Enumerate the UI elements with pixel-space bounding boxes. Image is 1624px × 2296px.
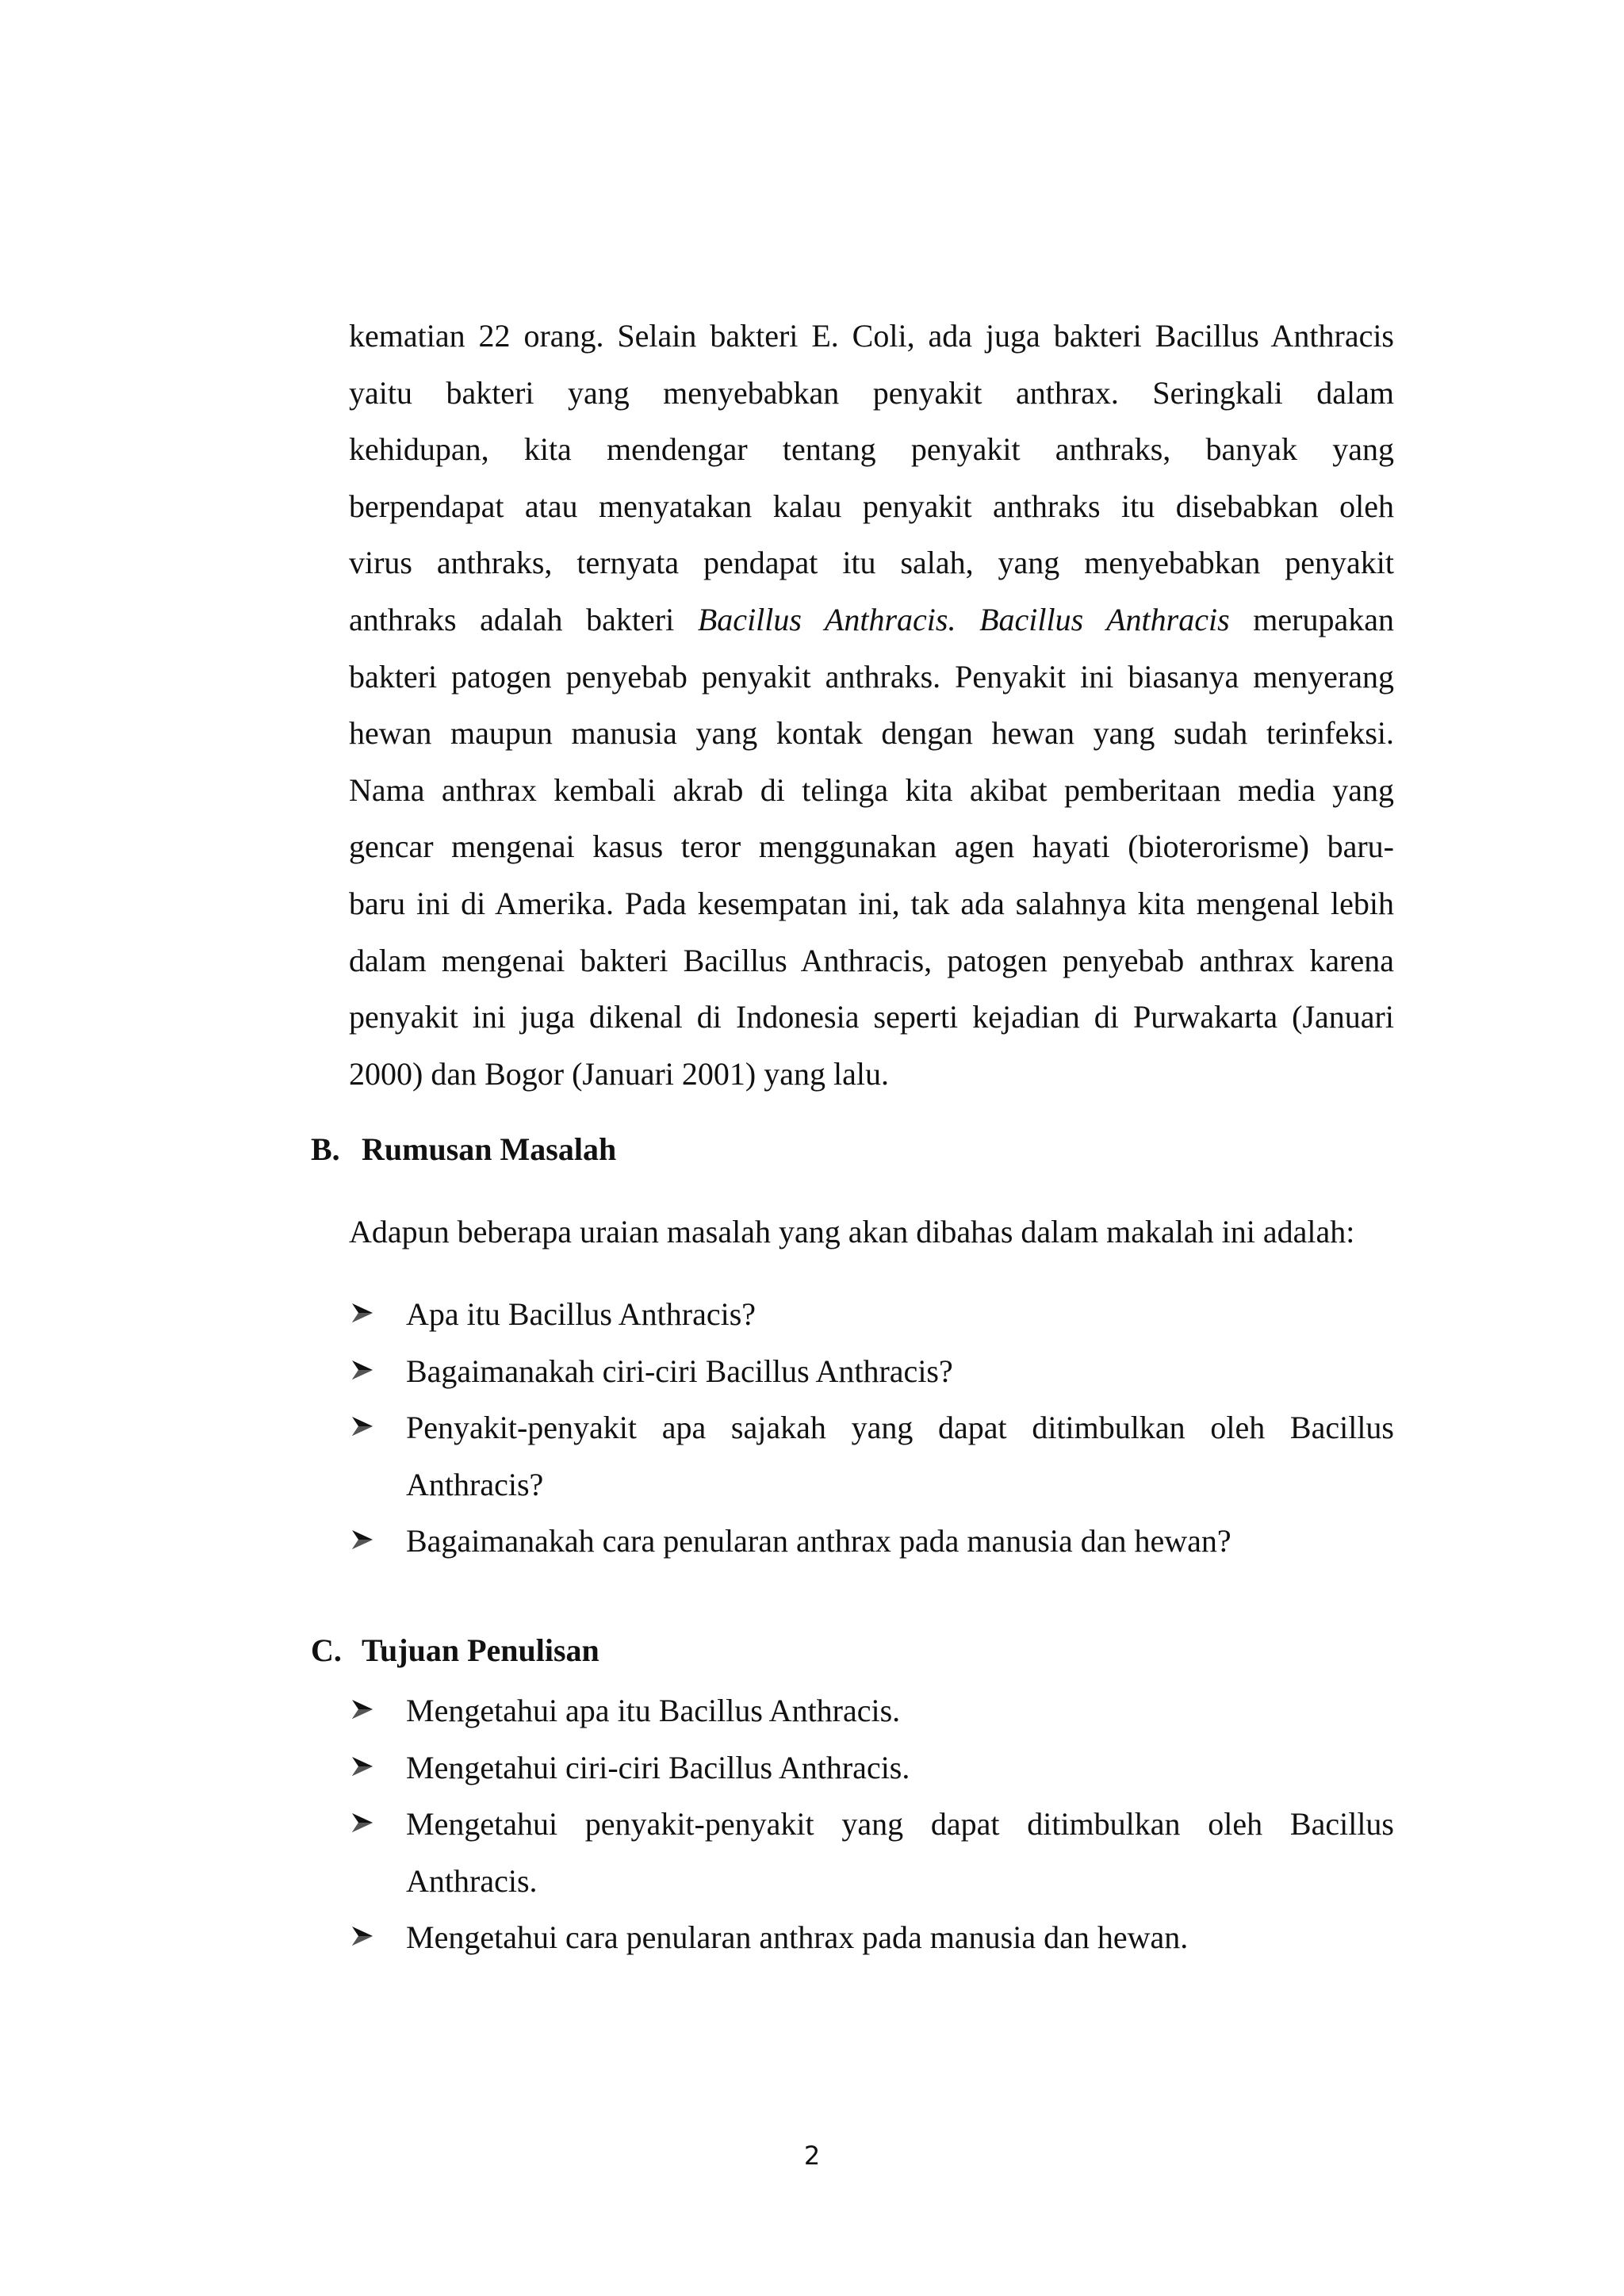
arrowhead-bullet-icon <box>349 1909 377 1966</box>
paragraph-line: hewan maupun manusia yang kontak dengan hewan yang sudah terinfeksi. <box>349 715 1394 752</box>
arrowhead-bullet-icon <box>349 1513 377 1570</box>
list-item-text: Bagaimanakah cara penularan anthrax pada manusia dan hewan? <box>406 1523 1231 1559</box>
list-item-text: Mengetahui ciri-ciri Bacillus Anthracis. <box>406 1749 910 1785</box>
arrowhead-bullet-icon <box>349 1682 377 1739</box>
page-number: 2 <box>803 2141 821 2171</box>
section-b-letter: B. <box>311 1131 340 1167</box>
arrowhead-bullet-icon <box>349 1343 377 1400</box>
paragraph-line: dalam mengenai bakteri Bacillus Anthracis, patogen penyebab anthrax karena <box>349 942 1394 978</box>
list-item-text: Penyakit-penyakit apa sajakah yang dapat ditimbulkan oleh Bacillus <box>406 1410 1394 1446</box>
intro-paragraph <box>349 308 1394 1102</box>
list-item-text: Mengetahui cara penularan anthrax pada manusia dan hewan. <box>406 1919 1189 1956</box>
list-item-text: Apa itu Bacillus Anthracis? <box>406 1296 756 1332</box>
list-item-text: Mengetahui apa itu Bacillus Anthracis. <box>406 1693 901 1728</box>
paragraph-line: Nama anthrax kembali akrab di telinga kita akibat pemberitaan media yang <box>349 771 1394 808</box>
section-b-heading <box>311 1131 616 1168</box>
paragraph-line: yaitu bakteri yang menyebabkan penyakit anthrax. Seringkali dalam <box>349 374 1394 411</box>
list-item <box>349 1286 1394 1343</box>
section-b-intro: Adapun beberapa uraian masalah yang akan dibahas dalam makalah ini adalah: <box>349 1214 1355 1249</box>
section-c-letter: C. <box>311 1632 342 1668</box>
paragraph-line: 2000) dan Bogor (Januari 2001) yang lalu. <box>349 1055 889 1092</box>
paragraph-line: bakteri patogen penyebab penyakit anthraks. Penyakit ini biasanya menyerang <box>349 658 1394 695</box>
list-item <box>349 1513 1394 1570</box>
paragraph-line <box>349 591 1394 649</box>
arrowhead-bullet-icon <box>349 1399 377 1456</box>
section-c-title: Tujuan Penulisan <box>362 1632 599 1668</box>
line-text: anthraks adalah bakteri <box>349 601 698 637</box>
paragraph-line: virus anthraks, ternyata pendapat itu salah, yang menyebabkan penyakit <box>349 545 1394 581</box>
list-item <box>349 1682 1394 1739</box>
paragraph-line: kehidupan, kita mendengar tentang penyakit anthraks, banyak yang <box>349 431 1394 468</box>
section-c-heading <box>311 1632 599 1669</box>
section-c-list <box>349 1682 1394 1966</box>
list-item <box>349 1343 1394 1400</box>
paragraph-line: penyakit ini juga dikenal di Indonesia seperti kejadian di Purwakarta (Januari <box>349 999 1394 1035</box>
list-item <box>349 1739 1394 1797</box>
section-b-list <box>349 1286 1394 1570</box>
list-item-text: Mengetahui penyakit-penyakit yang dapat ditimbulkan oleh Bacillus <box>406 1806 1394 1843</box>
list-item-text: Anthracis? <box>406 1466 544 1502</box>
line-text: merupakan <box>1229 601 1394 637</box>
paragraph-line: gencar mengenai kasus teror menggunakan agen hayati (bioterorisme) baru- <box>349 828 1394 865</box>
list-item <box>349 1796 1394 1909</box>
list-item-text: Anthracis. <box>406 1862 538 1899</box>
arrowhead-bullet-icon <box>349 1796 377 1853</box>
arrowhead-bullet-icon <box>349 1739 377 1797</box>
arrowhead-bullet-icon <box>349 1286 377 1343</box>
list-item <box>349 1909 1394 1966</box>
paragraph-line: berpendapat atau menyatakan kalau penyakit anthraks itu disebabkan oleh <box>349 488 1394 524</box>
paragraph-line: baru ini di Amerika. Pada kesempatan ini, tak ada salahnya kita mengenal lebih <box>349 885 1394 921</box>
italic-species-name: Bacillus Anthracis. Bacillus Anthracis <box>697 601 1230 637</box>
paragraph-line: kematian 22 orang. Selain bakteri E. Coli, ada juga bakteri Bacillus Anthracis <box>349 318 1394 354</box>
list-item <box>349 1399 1394 1513</box>
list-item-text: Bagaimanakah ciri-ciri Bacillus Anthracis? <box>406 1353 953 1389</box>
section-b-title: Rumusan Masalah <box>362 1131 617 1167</box>
